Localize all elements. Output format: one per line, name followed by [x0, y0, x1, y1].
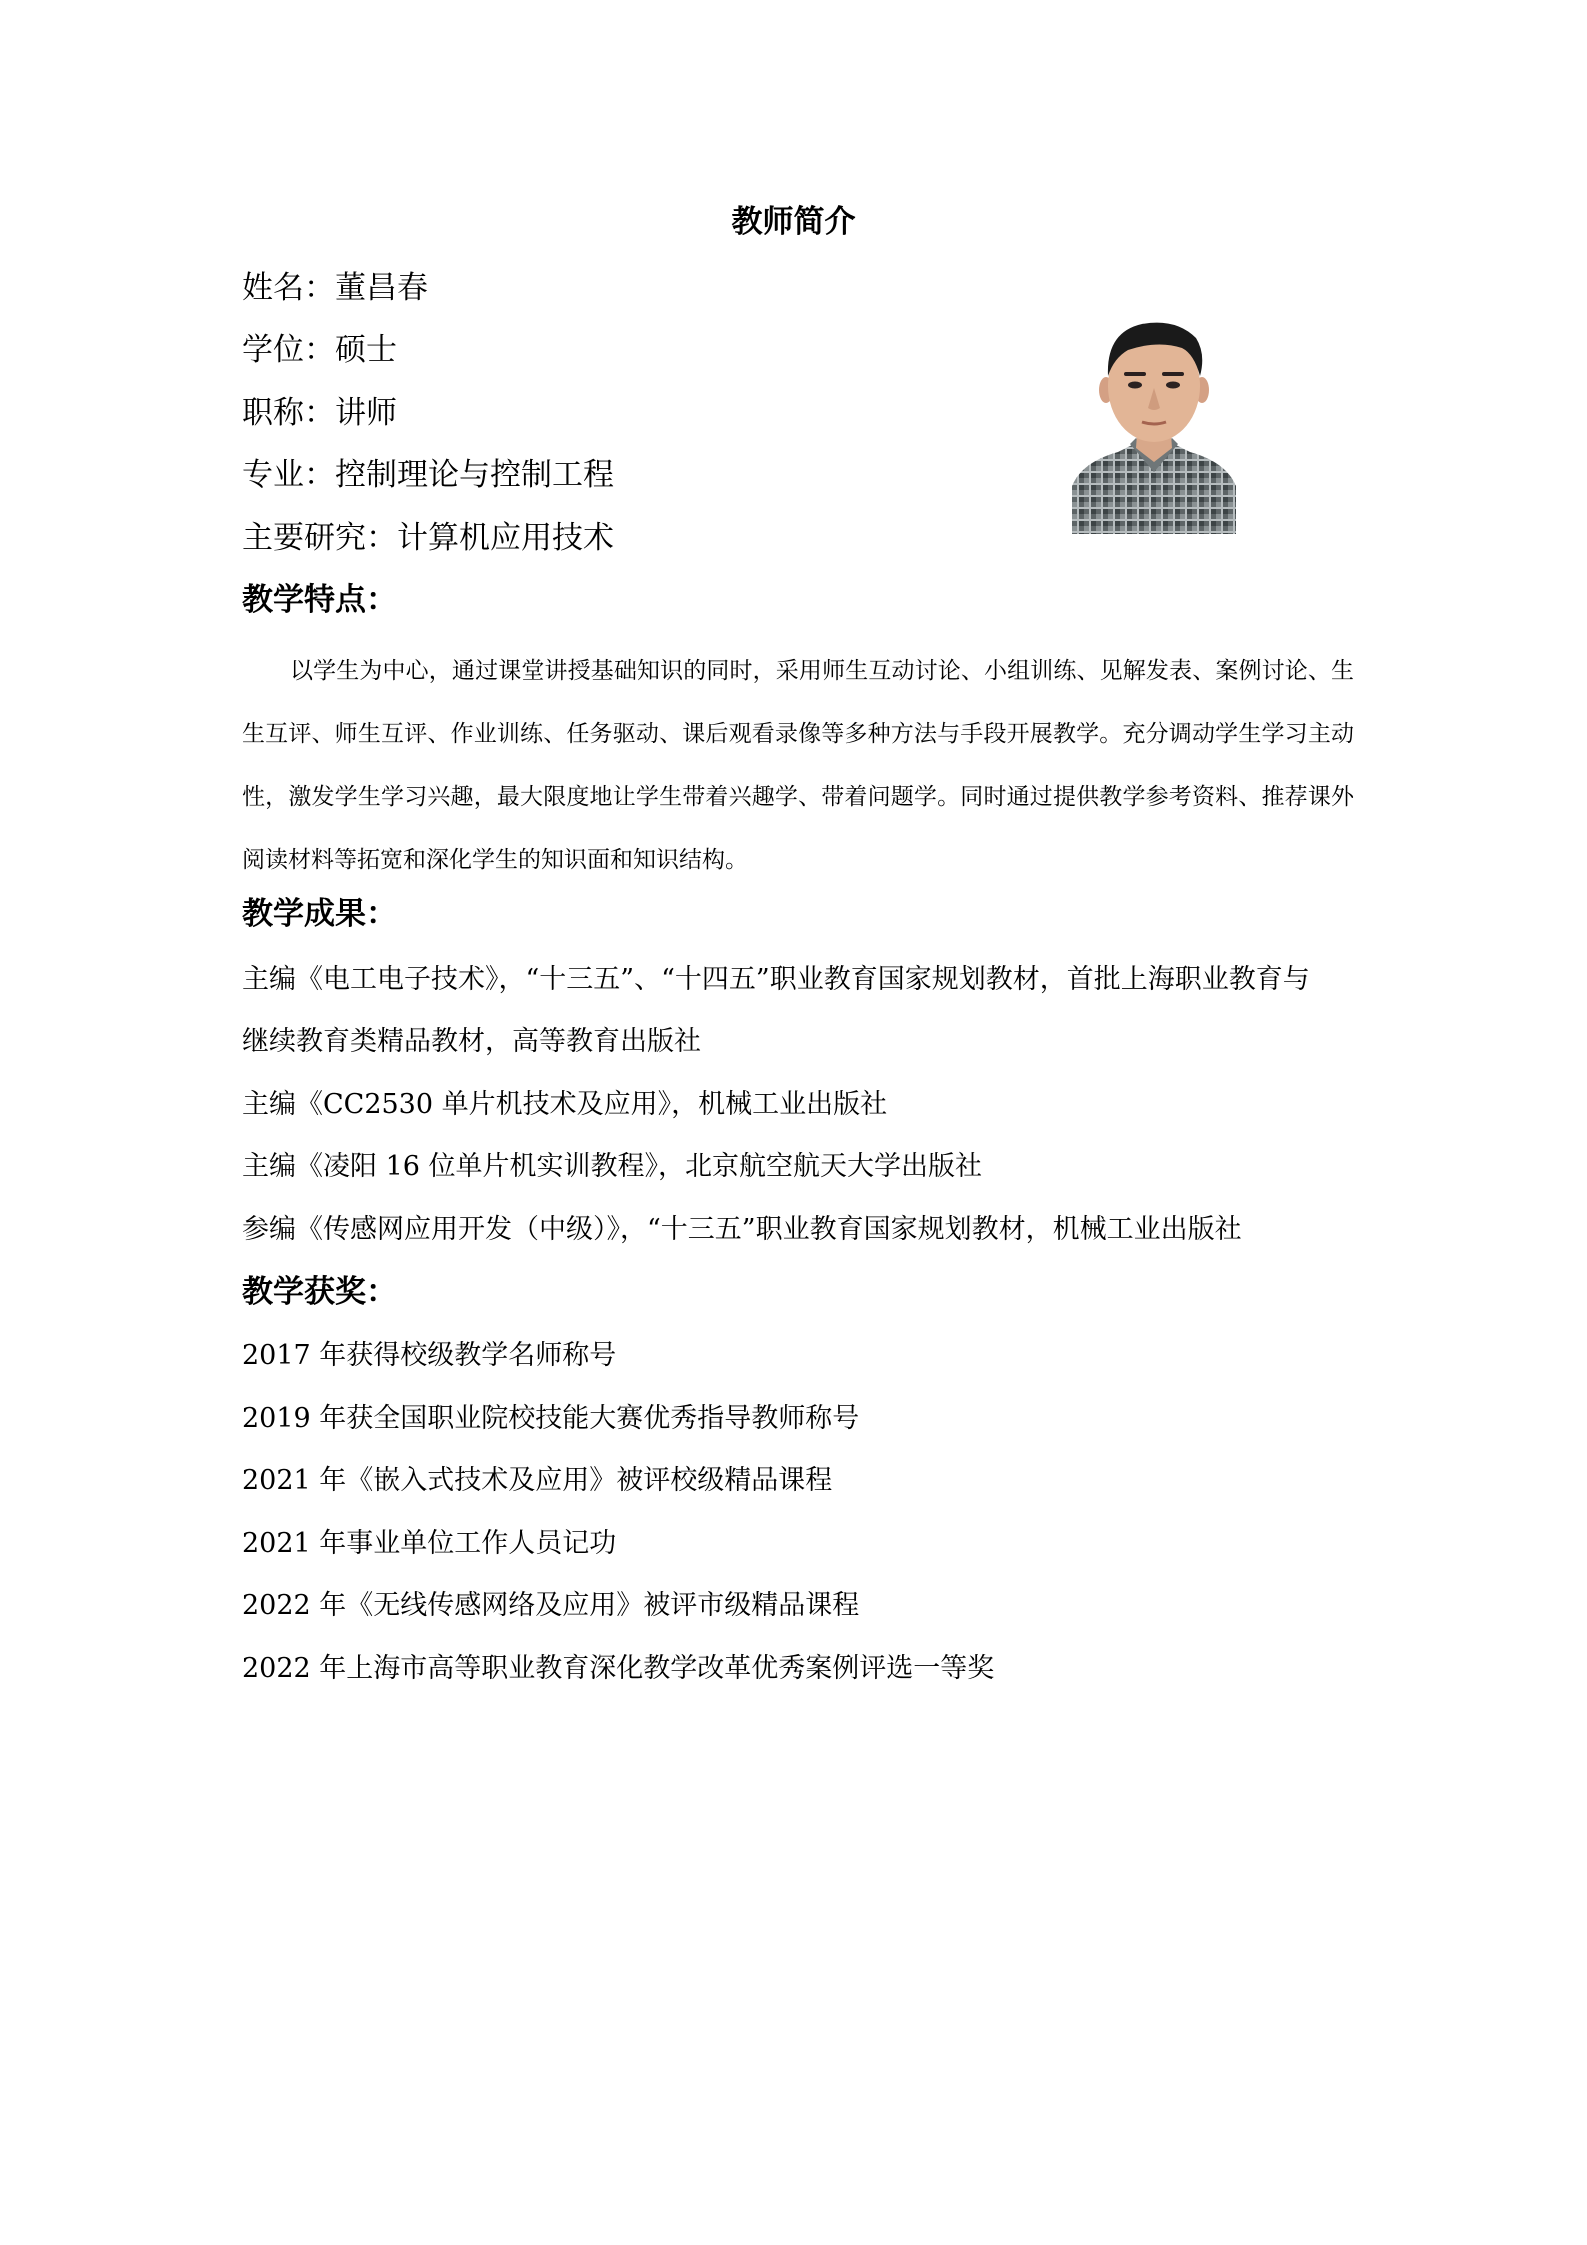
achievement-item: 继续教育类精品教材，高等教育出版社 [242, 1026, 701, 1057]
award-item: 2022 年《无线传感网络及应用》被评市级精品课程 [242, 1590, 860, 1621]
major-line: 专业：控制理论与控制工程 [242, 457, 614, 493]
degree-line: 学位：硕士 [242, 332, 397, 368]
teaching-features-text: 以学生为中心，通过课堂讲授基础知识的同时，采用师生互动讨论、小组训练、见解发表、案例讨论、生生互评、师生互评、作业训练、任务驱动、课后观看录像等多种方法与手段开展教学。充分调动学生学习主动性，激发学生学习兴趣，最大限度地让学生带着兴趣学、带着问题学。同时通过提供教学参考资料、推荐课外阅读材料等拓宽和深化学生的知识面和知识结构。 [242, 658, 1354, 873]
award-item: 2021 年《嵌入式技术及应用》被评校级精品课程 [242, 1465, 833, 1496]
award-item: 2021 年事业单位工作人员记功 [242, 1528, 617, 1559]
title-line: 职称：讲师 [242, 395, 397, 431]
award-item: 2017 年获得校级教学名师称号 [242, 1340, 617, 1371]
research-line: 主要研究：计算机应用技术 [242, 520, 614, 556]
achievement-item: 参编《传感网应用开发（中级）》，“十三五”职业教育国家规划教材，机械工业出版社 [242, 1214, 1242, 1245]
name-line: 姓名：董昌春 [242, 270, 428, 306]
awards-heading: 教学获奖： [242, 1274, 397, 1310]
award-item: 2019 年获全国职业院校技能大赛优秀指导教师称号 [242, 1403, 860, 1434]
teaching-features-heading: 教学特点： [242, 582, 397, 618]
teacher-photo [1072, 310, 1236, 534]
achievement-item: 主编《CC2530 单片机技术及应用》，机械工业出版社 [242, 1089, 888, 1120]
award-item: 2022 年上海市高等职业教育深化教学改革优秀案例评选一等奖 [242, 1653, 995, 1684]
achievement-item: 主编《电工电子技术》，“十三五”、“十四五”职业教育国家规划教材，首批上海职业教育与 [242, 964, 1310, 995]
page-title: 教师简介 [731, 204, 856, 240]
achievements-heading: 教学成果： [242, 896, 397, 932]
achievement-item: 主编《凌阳 16 位单片机实训教程》，北京航空航天大学出版社 [242, 1151, 983, 1182]
